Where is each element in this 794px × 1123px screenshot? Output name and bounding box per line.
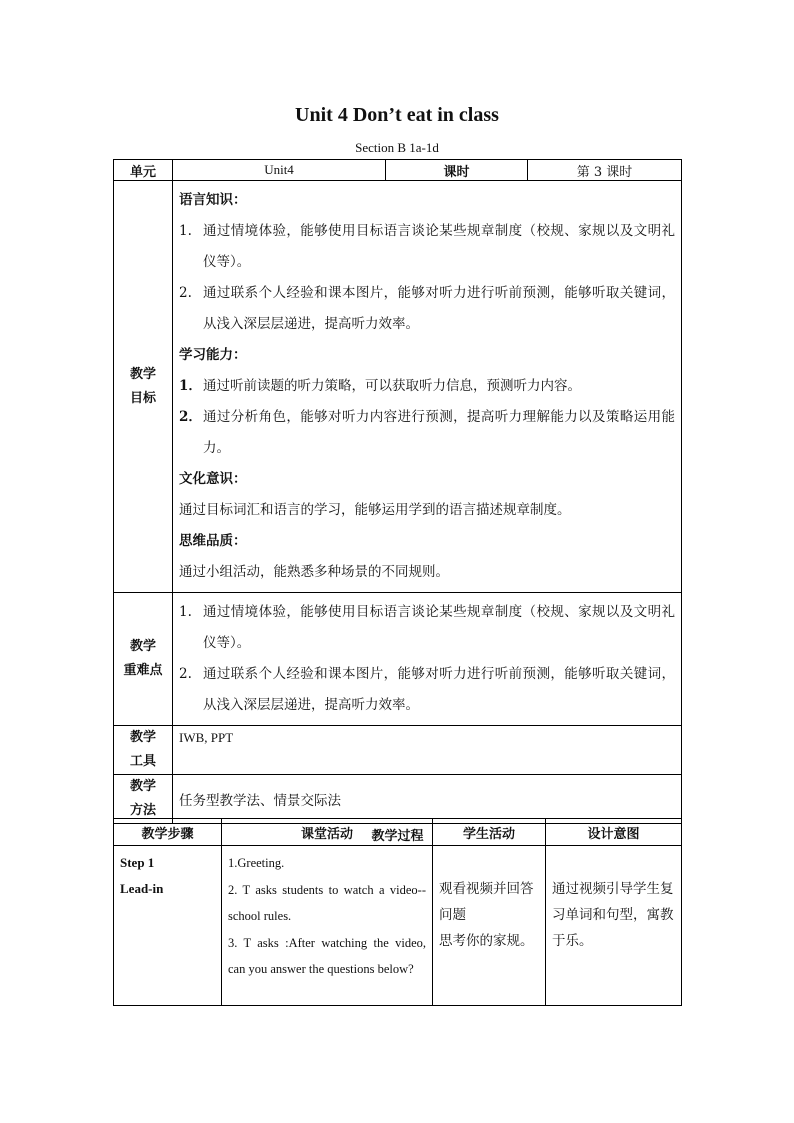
item-text: 通过联系个人经验和课本图片，能够对听力进行听前预测，能够听取关键词，从浅入深层层递进，提高听力效率。 bbox=[203, 666, 675, 713]
document-subtitle: Section B 1a-1d bbox=[355, 140, 439, 155]
culture-heading: 文化意识： bbox=[179, 471, 247, 487]
lesson-plan-table bbox=[113, 159, 682, 846]
student-activity-line: 观看视频并回答问题 bbox=[439, 881, 534, 923]
activity-line: 2. T asks students to watch a video--school rules. bbox=[228, 882, 426, 923]
objectives-content bbox=[173, 181, 682, 593]
step-number: Step 1 bbox=[120, 855, 155, 870]
step-name: Lead-in bbox=[120, 881, 164, 896]
ability-item bbox=[179, 402, 675, 464]
period-value: 第 3 课时 bbox=[528, 160, 682, 181]
process-header-row bbox=[114, 819, 682, 846]
methods-value: 任务型教学法、情景交际法 bbox=[173, 775, 682, 824]
unit-value: Unit4 bbox=[173, 160, 386, 181]
column-header-activity: 课堂活动 bbox=[222, 819, 433, 846]
activity-cell bbox=[222, 846, 433, 1006]
language-heading: 语言知识： bbox=[179, 192, 247, 208]
language-item bbox=[179, 216, 675, 278]
column-header-step: 教学步骤 bbox=[114, 819, 222, 846]
methods-row bbox=[114, 775, 682, 824]
unit-label: 单元 bbox=[114, 160, 173, 181]
objectives-label-line2: 目标 bbox=[129, 390, 156, 406]
item-text: 通过情境体验，能够使用目标语言谈论某些规章制度（校规、家规以及文明礼仪等）。 bbox=[203, 223, 675, 270]
step-cell bbox=[114, 846, 222, 1006]
tools-label-line2: 工具 bbox=[129, 754, 156, 769]
table-row bbox=[114, 846, 682, 1006]
item-text: 通过情境体验，能够使用目标语言谈论某些规章制度（校规、家规以及文明礼仪等）。 bbox=[203, 604, 675, 651]
thinking-text: 通过小组活动，能熟悉多种场景的不同规则。 bbox=[179, 564, 449, 580]
item-number: 1. bbox=[179, 223, 192, 239]
document-title: Unit 4 Don’t eat in class bbox=[295, 104, 499, 126]
column-header-intent: 设计意图 bbox=[546, 819, 682, 846]
culture-text: 通过目标词汇和语言的学习，能够运用学到的语言描述规章制度。 bbox=[179, 502, 571, 518]
language-item bbox=[179, 278, 675, 340]
process-table bbox=[113, 818, 682, 1006]
ability-item bbox=[179, 371, 675, 402]
thinking-heading: 思维品质： bbox=[179, 533, 247, 549]
item-text: 通过联系个人经验和课本图片，能够对听力进行听前预测，能够听取关键词，从浅入深层层递进，提高听力效率。 bbox=[203, 285, 675, 332]
key-points-content bbox=[173, 593, 682, 726]
activity-line: 1.Greeting. bbox=[228, 856, 285, 870]
info-row bbox=[114, 160, 682, 181]
objectives-label bbox=[114, 181, 173, 593]
intent-cell: 通过视频引导学生复习单词和句型，寓教于乐。 bbox=[546, 846, 682, 1006]
process-heading: 教学过程 bbox=[114, 824, 682, 846]
student-activity-cell bbox=[433, 846, 546, 1006]
item-number: 2. bbox=[179, 666, 192, 682]
objectives-row bbox=[114, 181, 682, 593]
activity-line: 3. T asks :After watching the video, can you answer the questions below? bbox=[228, 935, 426, 976]
item-number: 2． bbox=[179, 409, 202, 425]
tools-value: IWB, PPT bbox=[173, 726, 682, 775]
item-text: 通过分析角色，能够对听力内容进行预测，提高听力理解能力以及策略运用能力。 bbox=[203, 409, 675, 456]
key-points-label-line2: 重难点 bbox=[123, 663, 163, 678]
item-text: 通过听前读题的听力策略，可以获取听力信息，预测听力内容。 bbox=[203, 378, 581, 394]
student-activity-line: 思考你的家规。 bbox=[439, 933, 534, 949]
column-header-student: 学生活动 bbox=[433, 819, 546, 846]
item-number: 1． bbox=[179, 378, 202, 394]
tools-label-line1: 教学 bbox=[129, 730, 156, 745]
ability-heading: 学习能力： bbox=[179, 347, 247, 363]
key-point-item bbox=[179, 597, 675, 659]
methods-label-line2: 方法 bbox=[129, 803, 156, 818]
objectives-label-line1: 教学 bbox=[129, 366, 156, 382]
item-number: 1. bbox=[179, 604, 192, 620]
methods-label-line1: 教学 bbox=[129, 779, 156, 794]
item-number: 2. bbox=[179, 285, 192, 301]
key-points-label-line1: 教学 bbox=[129, 639, 156, 654]
period-label: 课时 bbox=[386, 160, 528, 181]
key-point-item bbox=[179, 659, 675, 721]
key-points-row bbox=[114, 593, 682, 726]
tools-row bbox=[114, 726, 682, 775]
methods-label bbox=[114, 775, 173, 824]
key-points-label bbox=[114, 593, 173, 726]
tools-label bbox=[114, 726, 173, 775]
